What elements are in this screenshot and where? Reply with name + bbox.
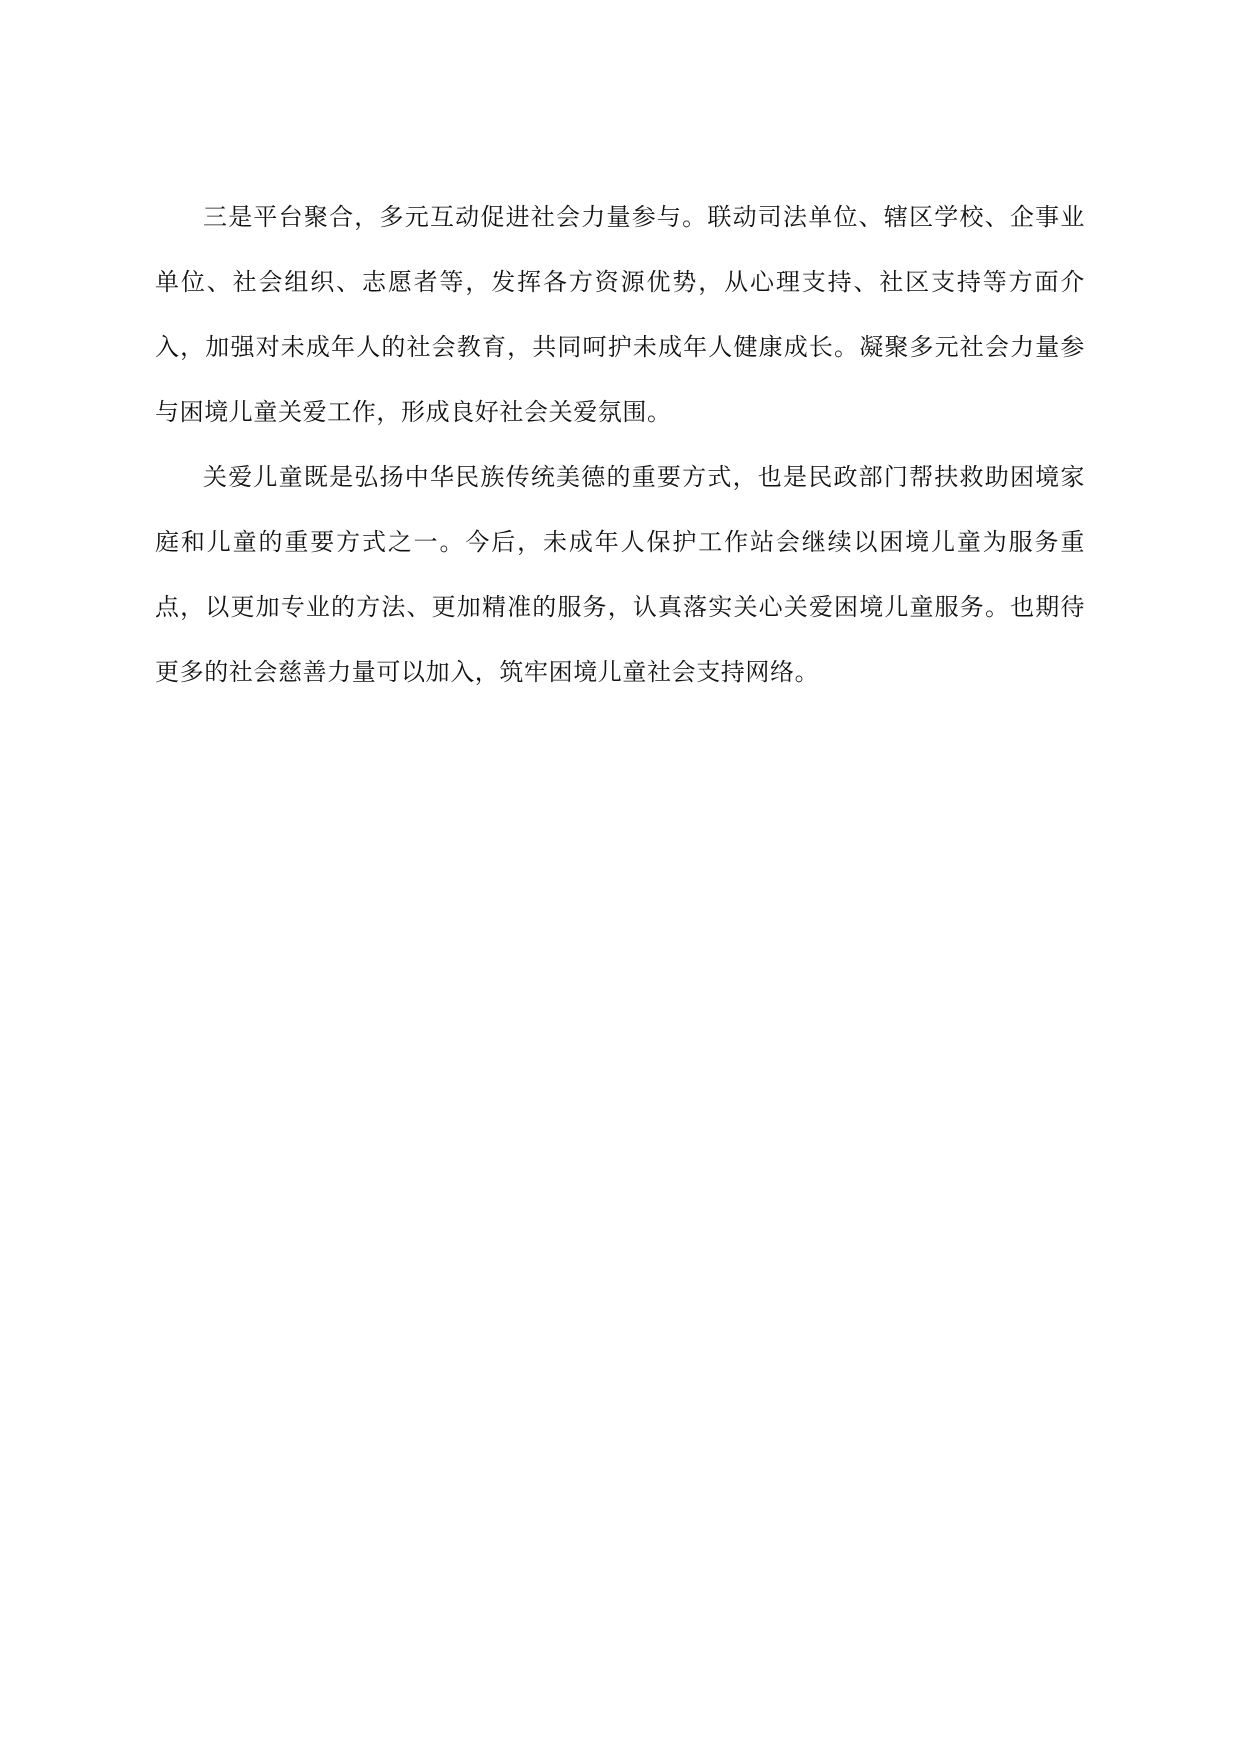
document-body <box>155 185 1085 705</box>
paragraph-caring-children: 关爱儿童既是弘扬中华民族传统美德的重要方式，也是民政部门帮扶救助困境家庭和儿童的重要方式之一。今后，未成年人保护工作站会继续以困境儿童为服务重点，以更加专业的方法、更加精准的服务，认真落实关心关爱困境儿童服务。也期待更多的社会慈善力量可以加入，筑牢困境儿童社会支持网络。 <box>155 463 1085 686</box>
paragraph-social-participation: 三是平台聚合，多元互动促进社会力量参与。联动司法单位、辖区学校、企事业单位、社会组织、志愿者等，发挥各方资源优势，从心理支持、社区支持等方面介入，加强对未成年人的社会教育，共同呵护未成年人健康成长。凝聚多元社会力量参与困境儿童关爱工作，形成良好社会关爱氛围。 <box>155 203 1085 426</box>
